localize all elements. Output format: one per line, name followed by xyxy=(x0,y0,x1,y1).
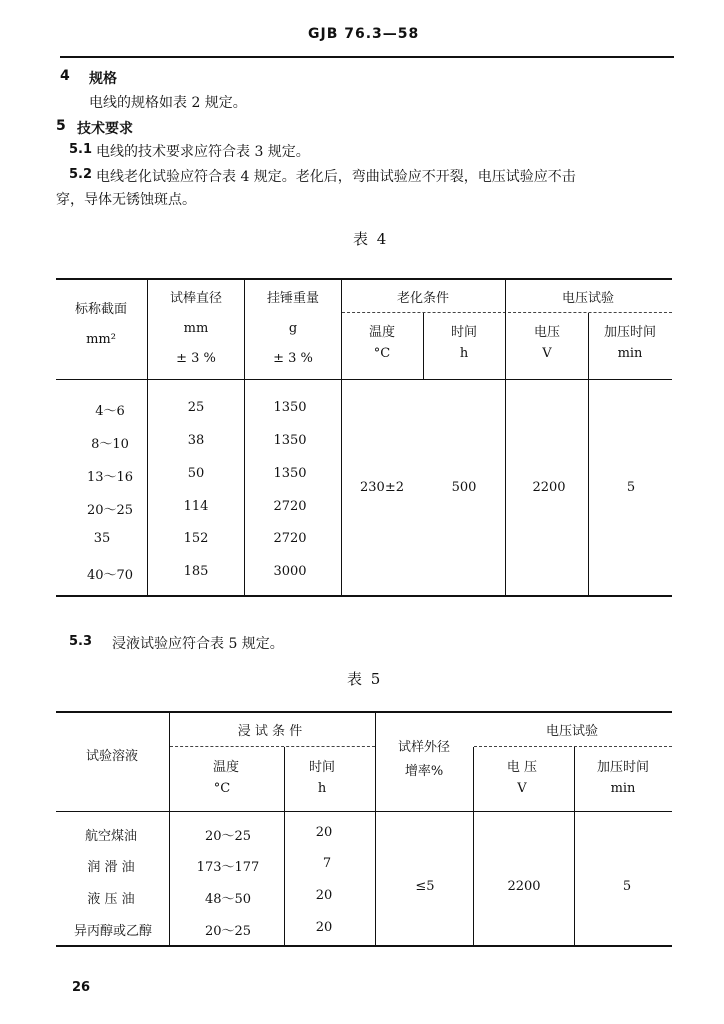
section-4-title: 规格 xyxy=(89,71,117,87)
t4-row-weight: 1350 xyxy=(273,400,307,415)
t4-row-weight: 1350 xyxy=(273,466,307,481)
t5-header-solution: 试验溶液 xyxy=(85,749,139,764)
t4-header-weight: 挂锤重量 xyxy=(266,291,320,306)
table-4-header-rule xyxy=(56,379,672,380)
clause-5-3-number: 5.3 xyxy=(69,634,93,649)
t4-header-voltage-unit: V xyxy=(542,346,552,361)
t4-merged-time: 500 xyxy=(451,480,477,495)
section-5-number: 5 xyxy=(56,118,66,134)
table-5-voltage-divider xyxy=(474,746,672,747)
t4-header-diameter-unit: mm xyxy=(183,321,209,336)
t5-header-voltage-test: 电压试验 xyxy=(545,724,599,739)
table-4-top-rule xyxy=(56,278,672,280)
clause-5-2-number: 5.2 xyxy=(69,167,93,182)
t5-header-growth-line2: 增率% xyxy=(404,764,444,779)
t4-header-time: 时间 xyxy=(450,325,478,340)
table-4-caption: 表 4 xyxy=(353,230,389,248)
t4-header-temp-unit: °C xyxy=(373,346,391,361)
table-4-vline xyxy=(505,279,506,595)
t4-header-section-unit: mm² xyxy=(86,332,116,347)
t5-merged-growth: ≤5 xyxy=(415,879,435,894)
page-number: 26 xyxy=(72,980,91,995)
t5-row-temp: 20～25 xyxy=(204,924,252,939)
table-5-bottom-rule xyxy=(56,945,672,947)
t5-header-immersion: 浸 试 条 件 xyxy=(237,724,303,739)
table-4-vline xyxy=(147,279,148,595)
t5-header-duration: 加压时间 xyxy=(596,760,650,775)
t4-header-voltage: 电压 xyxy=(533,325,561,340)
t4-row-section: 4～6 xyxy=(95,404,125,419)
section-4-number: 4 xyxy=(60,68,70,84)
t4-row-diameter: 152 xyxy=(183,531,209,546)
t4-row-weight: 2720 xyxy=(273,499,307,514)
section-4-text: 电线的规格如表 2 规定。 xyxy=(89,95,247,111)
t5-header-temp: 温度 xyxy=(212,760,240,775)
t5-header-growth-line1: 试样外径 xyxy=(397,740,451,755)
table-5-vline xyxy=(473,747,474,945)
t5-merged-voltage: 2200 xyxy=(507,879,541,894)
t5-merged-duration: 5 xyxy=(622,879,632,894)
t5-header-time-unit: h xyxy=(317,781,327,796)
t4-row-diameter: 185 xyxy=(183,564,209,579)
t5-row-time: 7 xyxy=(322,856,332,871)
table-5-top-rule xyxy=(56,711,672,713)
header-rule xyxy=(60,56,674,58)
t4-header-time-unit: h xyxy=(459,346,469,361)
table-4-vline xyxy=(244,279,245,595)
t4-merged-duration: 5 xyxy=(626,480,636,495)
t5-header-voltage-unit: V xyxy=(517,781,527,796)
t4-header-weight-unit: g xyxy=(288,321,298,336)
t5-row-time: 20 xyxy=(315,825,333,840)
t4-row-section: 8～10 xyxy=(91,437,129,452)
table-5-vline xyxy=(284,747,285,945)
t4-row-diameter: 50 xyxy=(187,466,205,481)
t5-row-time: 20 xyxy=(315,888,333,903)
t5-header-time: 时间 xyxy=(308,760,336,775)
t5-row-time: 20 xyxy=(315,920,333,935)
clause-5-1-number: 5.1 xyxy=(69,142,93,157)
t4-row-section: 40～70 xyxy=(86,568,134,583)
t4-row-weight: 3000 xyxy=(273,564,307,579)
t4-header-temp: 温度 xyxy=(368,325,396,340)
t5-header-duration-unit: min xyxy=(610,781,636,796)
t4-row-diameter: 38 xyxy=(187,433,205,448)
clause-5-2-line2: 穿，导体无锈蚀斑点。 xyxy=(56,192,196,208)
t5-row-solution: 异丙醇或乙醇 xyxy=(73,924,153,939)
table-4-group-divider xyxy=(342,312,672,313)
t4-row-section: 20～25 xyxy=(86,503,134,518)
t5-row-solution: 润 滑 油 xyxy=(87,860,135,875)
t4-header-duration-unit: min xyxy=(617,346,643,361)
section-5-title: 技术要求 xyxy=(77,121,133,137)
table-5-vline xyxy=(574,747,575,945)
table-4-vline xyxy=(341,279,342,595)
t4-merged-voltage: 2200 xyxy=(532,480,566,495)
t4-row-diameter: 25 xyxy=(187,400,205,415)
t5-row-temp: 20～25 xyxy=(204,829,252,844)
t4-header-aging: 老化条件 xyxy=(396,291,450,306)
t4-row-diameter: 114 xyxy=(183,499,209,514)
clause-5-3-text: 浸液试验应符合表 5 规定。 xyxy=(112,636,284,652)
table-5-caption: 表 5 xyxy=(347,670,383,688)
t4-header-diameter-tol: ± 3 % xyxy=(176,351,216,366)
t5-row-solution: 液 压 油 xyxy=(87,892,135,907)
clause-5-1-text: 电线的技术要求应符合表 3 规定。 xyxy=(96,144,310,160)
table-4-bottom-rule xyxy=(56,595,672,597)
t5-header-temp-unit: °C xyxy=(213,781,231,796)
table-4-vline xyxy=(588,313,589,595)
table-5-vline xyxy=(375,712,376,945)
table-4-vline xyxy=(423,313,424,379)
t4-header-diameter: 试棒直径 xyxy=(169,291,223,306)
t5-row-solution: 航空煤油 xyxy=(84,829,138,844)
t4-row-weight: 2720 xyxy=(273,531,307,546)
table-5-vline xyxy=(169,712,170,945)
t4-header-duration: 加压时间 xyxy=(603,325,657,340)
t5-header-voltage: 电 压 xyxy=(506,760,538,775)
table-5-header-rule xyxy=(56,811,672,812)
t5-row-temp: 48～50 xyxy=(204,892,252,907)
t4-row-weight: 1350 xyxy=(273,433,307,448)
t4-header-voltage-test: 电压试验 xyxy=(561,291,615,306)
t5-row-temp: 173～177 xyxy=(196,860,260,875)
table-5-immersion-divider xyxy=(170,746,375,747)
t4-row-section: 13～16 xyxy=(86,470,134,485)
t4-header-section: 标称截面 xyxy=(74,302,128,317)
standard-code: GJB 76.3—58 xyxy=(308,26,420,42)
clause-5-2-line1: 电线老化试验应符合表 4 规定。老化后，弯曲试验应不开裂，电压试验应不击 xyxy=(96,169,576,185)
t4-row-section: 35 xyxy=(93,531,111,546)
t4-header-weight-tol: ± 3 % xyxy=(273,351,313,366)
t4-merged-temp: 230±2 xyxy=(360,480,404,495)
